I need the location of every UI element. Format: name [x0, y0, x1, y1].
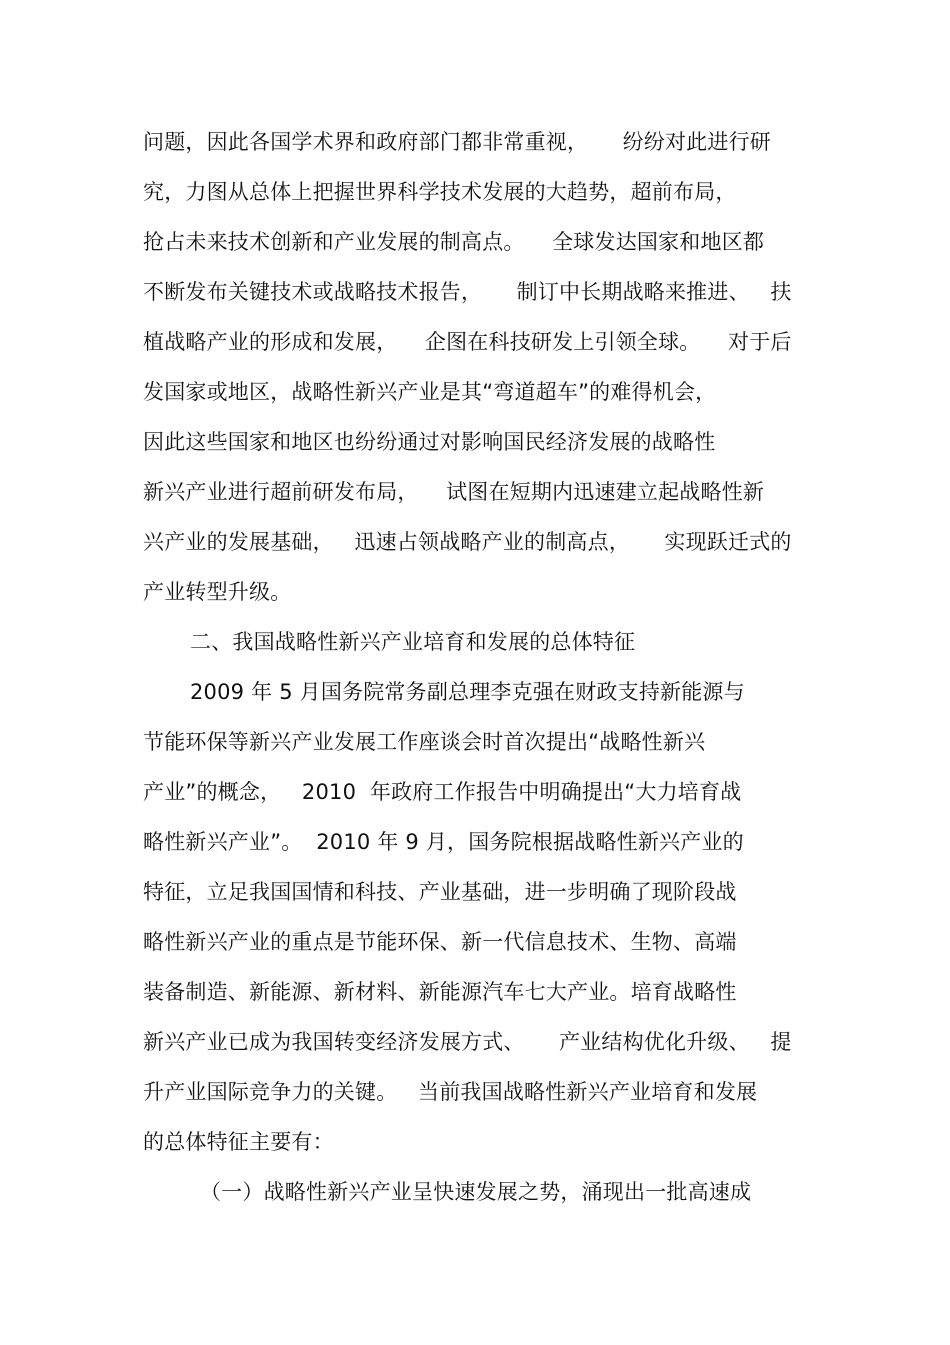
text-line: 抢占未来技术创新和产业发展的制高点。 全球发达国家和地区都	[143, 230, 765, 254]
text-line: 略性新兴产业”。 2010 年 9 月，国务院根据战略性新兴产业的	[143, 830, 744, 854]
text-line: 略性新兴产业的重点是节能环保、新一代信息技术、生物、高端	[143, 930, 737, 954]
text-line: 兴产业的发展基础， 迅速占领战略产业的制高点， 实现跃迁式的	[143, 530, 792, 554]
text-line: 产业”的概念， 2010 年政府工作报告中明确提出“大力培育战	[143, 780, 742, 804]
text-line: 的总体特征主要有：	[143, 1130, 334, 1154]
text-line: 因此这些国家和地区也纷纷通过对影响国民经济发展的战略性	[143, 430, 716, 454]
text-line: 问题，因此各国学术界和政府部门都非常重视， 纷纷对此进行研	[143, 130, 771, 154]
subsection-heading: （一）战略性新兴产业呈快速发展之势，涌现出一批高速成	[200, 1180, 752, 1204]
text-line: 植战略产业的形成和发展， 企图在科技研发上引领全球。 对于后	[143, 330, 792, 354]
text-line: 产业转型升级。	[143, 580, 292, 604]
text-line: 节能环保等新兴产业发展工作座谈会时首次提出“战略性新兴	[143, 730, 706, 754]
section-heading: 二、我国战略性新兴产业培育和发展的总体特征	[190, 630, 636, 654]
text-line: 不断发布关键技术或战略技术报告， 制订中长期战略来推进、 扶	[143, 280, 792, 304]
text-line: 升产业国际竞争力的关键。 当前我国战略性新兴产业培育和发展	[143, 1080, 758, 1104]
text-line: 究，力图从总体上把握世界科学技术发展的大趋势，超前布局，	[143, 180, 737, 204]
text-line: 新兴产业已成为我国转变经济发展方式、 产业结构优化升级、 提	[143, 1030, 792, 1054]
text-line: 新兴产业进行超前研发布局， 试图在短期内迅速建立起战略性新	[143, 480, 765, 504]
text-line: 2009 年 5 月国务院常务副总理李克强在财政支持新能源与	[190, 680, 745, 704]
text-line: 装备制造、新能源、新材料、新能源汽车七大产业。培育战略性	[143, 980, 737, 1004]
text-line: 发国家或地区，战略性新兴产业是其“弯道超车”的难得机会，	[143, 380, 717, 404]
text-line: 特征，立足我国国情和科技、产业基础，进一步明确了现阶段战	[143, 880, 737, 904]
